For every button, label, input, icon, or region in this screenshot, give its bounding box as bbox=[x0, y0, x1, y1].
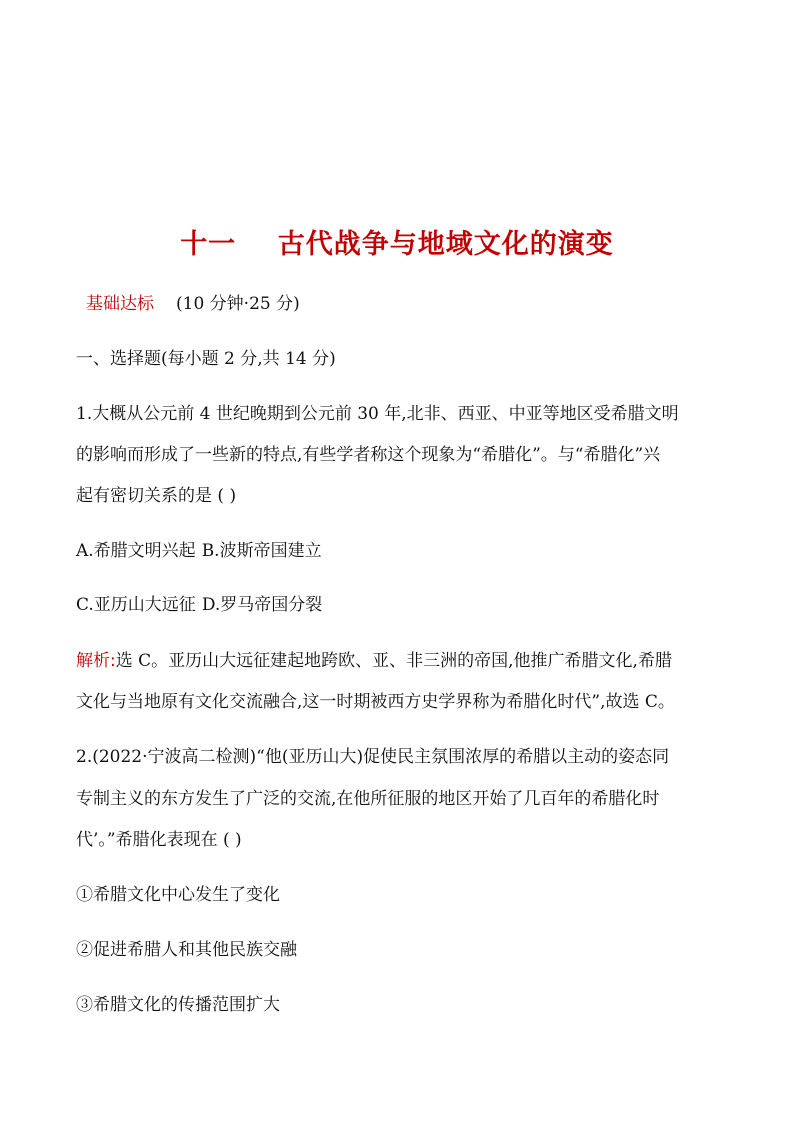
section-tag: 基础达标 bbox=[86, 294, 154, 314]
question-1-stem-line-1: 1.大概从公元前 4 世纪晚期到公元前 30 年,北非、西亚、中亚等地区受希腊文明 bbox=[76, 404, 679, 424]
part-heading: 一、选择题(每小题 2 分,共 14 分) bbox=[76, 349, 336, 369]
question-2-statement-2: ②促进希腊人和其他民族交融 bbox=[76, 940, 297, 960]
question-2-statement-3: ③希腊文化的传播范围扩大 bbox=[76, 995, 280, 1015]
question-2-statement-1: ①希腊文化中心发生了变化 bbox=[76, 885, 280, 905]
question-1-stem-line-3: 起有密切关系的是 ( ) bbox=[76, 486, 237, 506]
analysis-text: 选 C。亚历山大远征建起地跨欧、亚、非三洲的帝国,他推广希腊文化,希腊 bbox=[115, 651, 672, 671]
question-1-options-row-2 bbox=[76, 594, 726, 616]
question-2-stem-line-2: 专制主义的东方发生了广泛的交流,在他所征服的地区开始了几百年的希腊化时 bbox=[76, 789, 660, 809]
analysis-label: 解析: bbox=[76, 651, 116, 671]
question-2-stem-line-3: 代’。”希腊化表现在 ( ) bbox=[76, 830, 242, 850]
question-1-option-c: C.亚历山大远征 bbox=[76, 595, 196, 615]
question-1-option-b: B.波斯帝国建立 bbox=[201, 541, 322, 561]
question-1-analysis-line-1 bbox=[76, 650, 726, 672]
section-header bbox=[76, 293, 726, 315]
section-time-score: (10 分钟·25 分) bbox=[176, 294, 300, 314]
page-title: 十一 古代战争与地域文化的演变 bbox=[180, 229, 614, 260]
question-1-options-row-1 bbox=[76, 540, 726, 562]
question-1-option-a: A.希腊文明兴起 bbox=[76, 541, 196, 561]
question-1-analysis-line-2: 文化与当地原有文化交流融合,这一时期被西方史学界称为希腊化时代”,故选 C。 bbox=[76, 692, 675, 712]
question-1-stem-line-2: 的影响而形成了一些新的特点,有些学者称这个现象为“希腊化”。与“希腊化”兴 bbox=[76, 445, 661, 465]
question-2-stem-line-1: 2.(2022·宁波高二检测)“他(亚历山大)促使民主氛围浓厚的希腊以主动的姿态同 bbox=[76, 747, 670, 767]
question-1-option-d: D.罗马帝国分裂 bbox=[201, 595, 323, 615]
